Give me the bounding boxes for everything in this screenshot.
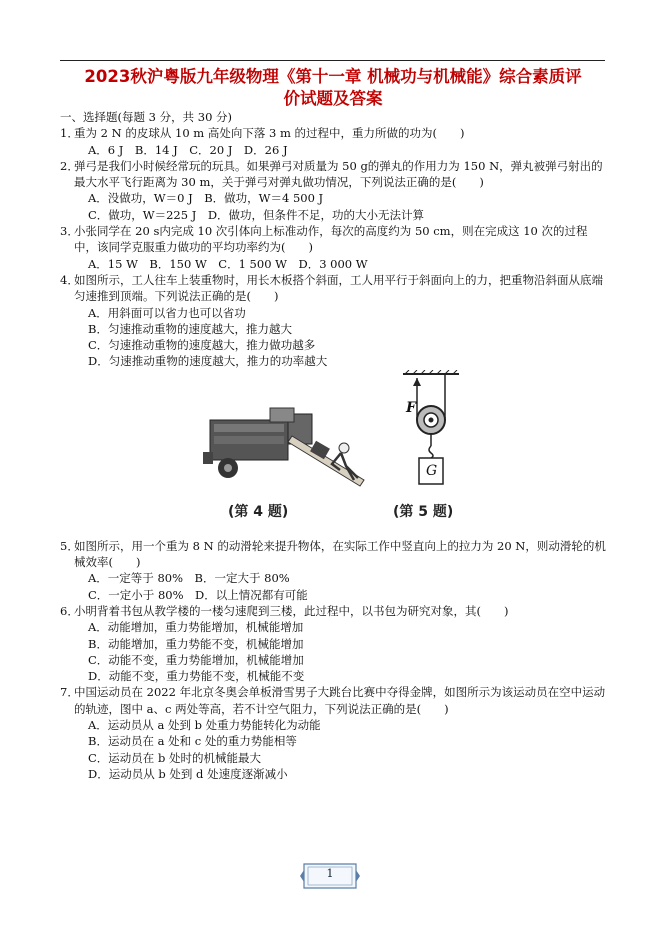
- figure-4-caption: (第 4 题): [228, 503, 289, 520]
- question-6-option-b: B．动能增加，重力势能不变，机械能增加: [88, 636, 304, 651]
- question-6: [60, 603, 608, 619]
- question-2-options-cd: C．做功，W＝225 J D．做功，但条件不足，功的大小无法计算: [88, 207, 425, 222]
- weight-label-g: G: [426, 462, 438, 479]
- question-4-option-d: D．匀速推动重物的速度越大，推力的功率越大: [88, 354, 328, 369]
- question-3: [60, 223, 608, 256]
- question-6-option-a: A．动能增加，重力势能增加，机械能增加: [88, 620, 304, 635]
- title-line-2: 价试题及答案: [283, 89, 383, 108]
- page-number: 1: [326, 867, 334, 880]
- question-number: 1．: [60, 126, 79, 141]
- question-7: [60, 684, 608, 717]
- figure-row: [60, 370, 608, 530]
- question-4-option-a: A．用斜面可以省力也可以省功: [88, 305, 246, 320]
- question-4-option-b: B．匀速推动重物的速度越大，推力越大: [88, 321, 292, 336]
- question-list: [60, 109, 608, 782]
- question-7-option-b: B．运动员在 a 处和 c 处的重力势能相等: [88, 734, 297, 749]
- question-4: [60, 272, 608, 305]
- header-rule: [60, 60, 605, 61]
- question-4-option-c: C．匀速推动重物的速度越大，推力做功越多: [88, 338, 316, 353]
- document-title: [58, 66, 608, 110]
- question-1: [60, 125, 608, 141]
- force-label-f: F: [406, 399, 416, 416]
- question-number: 3．: [60, 224, 79, 239]
- question-7-option-d: D．运动员从 b 处到 d 处速度逐渐减小: [88, 766, 288, 781]
- question-number: 4．: [60, 272, 79, 287]
- section-heading: 一、选择题(每题 3 分，共 30 分): [60, 110, 233, 124]
- title-line-1: 2023秋沪粤版九年级物理《第十一章 机械功与机械能》综合素质评: [84, 67, 582, 86]
- truck-ramp-figure: [200, 400, 390, 500]
- question-number: 5．: [60, 538, 79, 553]
- question-2-options-ab: A．没做功，W＝0 J B．做功，W＝4 500 J: [88, 191, 324, 206]
- question-5-options-ab: A．一定等于 80% B．一定大于 80%: [88, 571, 290, 586]
- page-number-badge: [300, 858, 360, 894]
- question-text: 弹弓是我们小时候经常玩的玩具。如果弹弓对质量为 50 g的弹丸的作用力为 150 N，弹丸被弹弓射出的最大水平飞行距离为 30 m，关于弹弓对弹丸做功情况，下列说法正确的是( ): [74, 158, 603, 190]
- question-7-option-a: A．运动员从 a 处到 b 处重力势能转化为动能: [88, 718, 321, 733]
- question-6-option-c: C．动能不变，重力势能增加，机械能增加: [88, 652, 304, 667]
- question-text: 小张同学在 20 s内完成 10 次引体向上标准动作，每次的高度约为 50 cm，则在完成这 10 次的过程中，该同学克服重力做功的平均功率约为( ): [74, 224, 588, 255]
- question-text: 如图所示，工人往车上装重物时，用长木板搭个斜面，工人用平行于斜面向上的力，把重物沿斜面从底端匀速推到顶端。下列说法正确的是( ): [74, 272, 603, 304]
- question-number: 2．: [60, 158, 79, 173]
- question-2: [60, 158, 608, 191]
- question-6-option-d: D．动能不变，重力势能不变，机械能不变: [88, 669, 305, 684]
- question-text: 重为 2 N 的皮球从 10 m 高处向下落 3 m 的过程中，重力所做的功为( ): [74, 126, 465, 141]
- question-number: 7．: [60, 685, 79, 700]
- question-1-options: A．6 J B．14 J C．20 J D．26 J: [88, 142, 288, 157]
- question-text: 如图所示，用一个重为 8 N 的动滑轮来提升物体，在实际工作中竖直向上的拉力为 20 N，则动滑轮的机械效率( ): [74, 538, 606, 570]
- figure-5-caption: (第 5 题): [393, 503, 454, 520]
- question-text: 中国运动员在 2022 年北京冬奥会单板滑雪男子大跳台比赛中夺得金牌，如图所示为该运动员在空中运动的轨迹，图中 a、c 两处等高，若不计空气阻力，下列说法正确的是( ): [74, 685, 606, 716]
- question-number: 6．: [60, 603, 79, 618]
- question-5-options-cd: C．一定小于 80% D．以上情况都有可能: [88, 587, 308, 602]
- question-3-options: A．15 W B．150 W C．1 500 W D．3 000 W: [88, 256, 368, 271]
- question-text: 小明背着书包从教学楼的一楼匀速爬到三楼，此过程中，以书包为研究对象，其( ): [74, 603, 509, 618]
- question-7-option-c: C．运动员在 b 处时的机械能最大: [88, 750, 261, 765]
- question-5: [60, 538, 608, 571]
- pulley-figure: [395, 370, 495, 495]
